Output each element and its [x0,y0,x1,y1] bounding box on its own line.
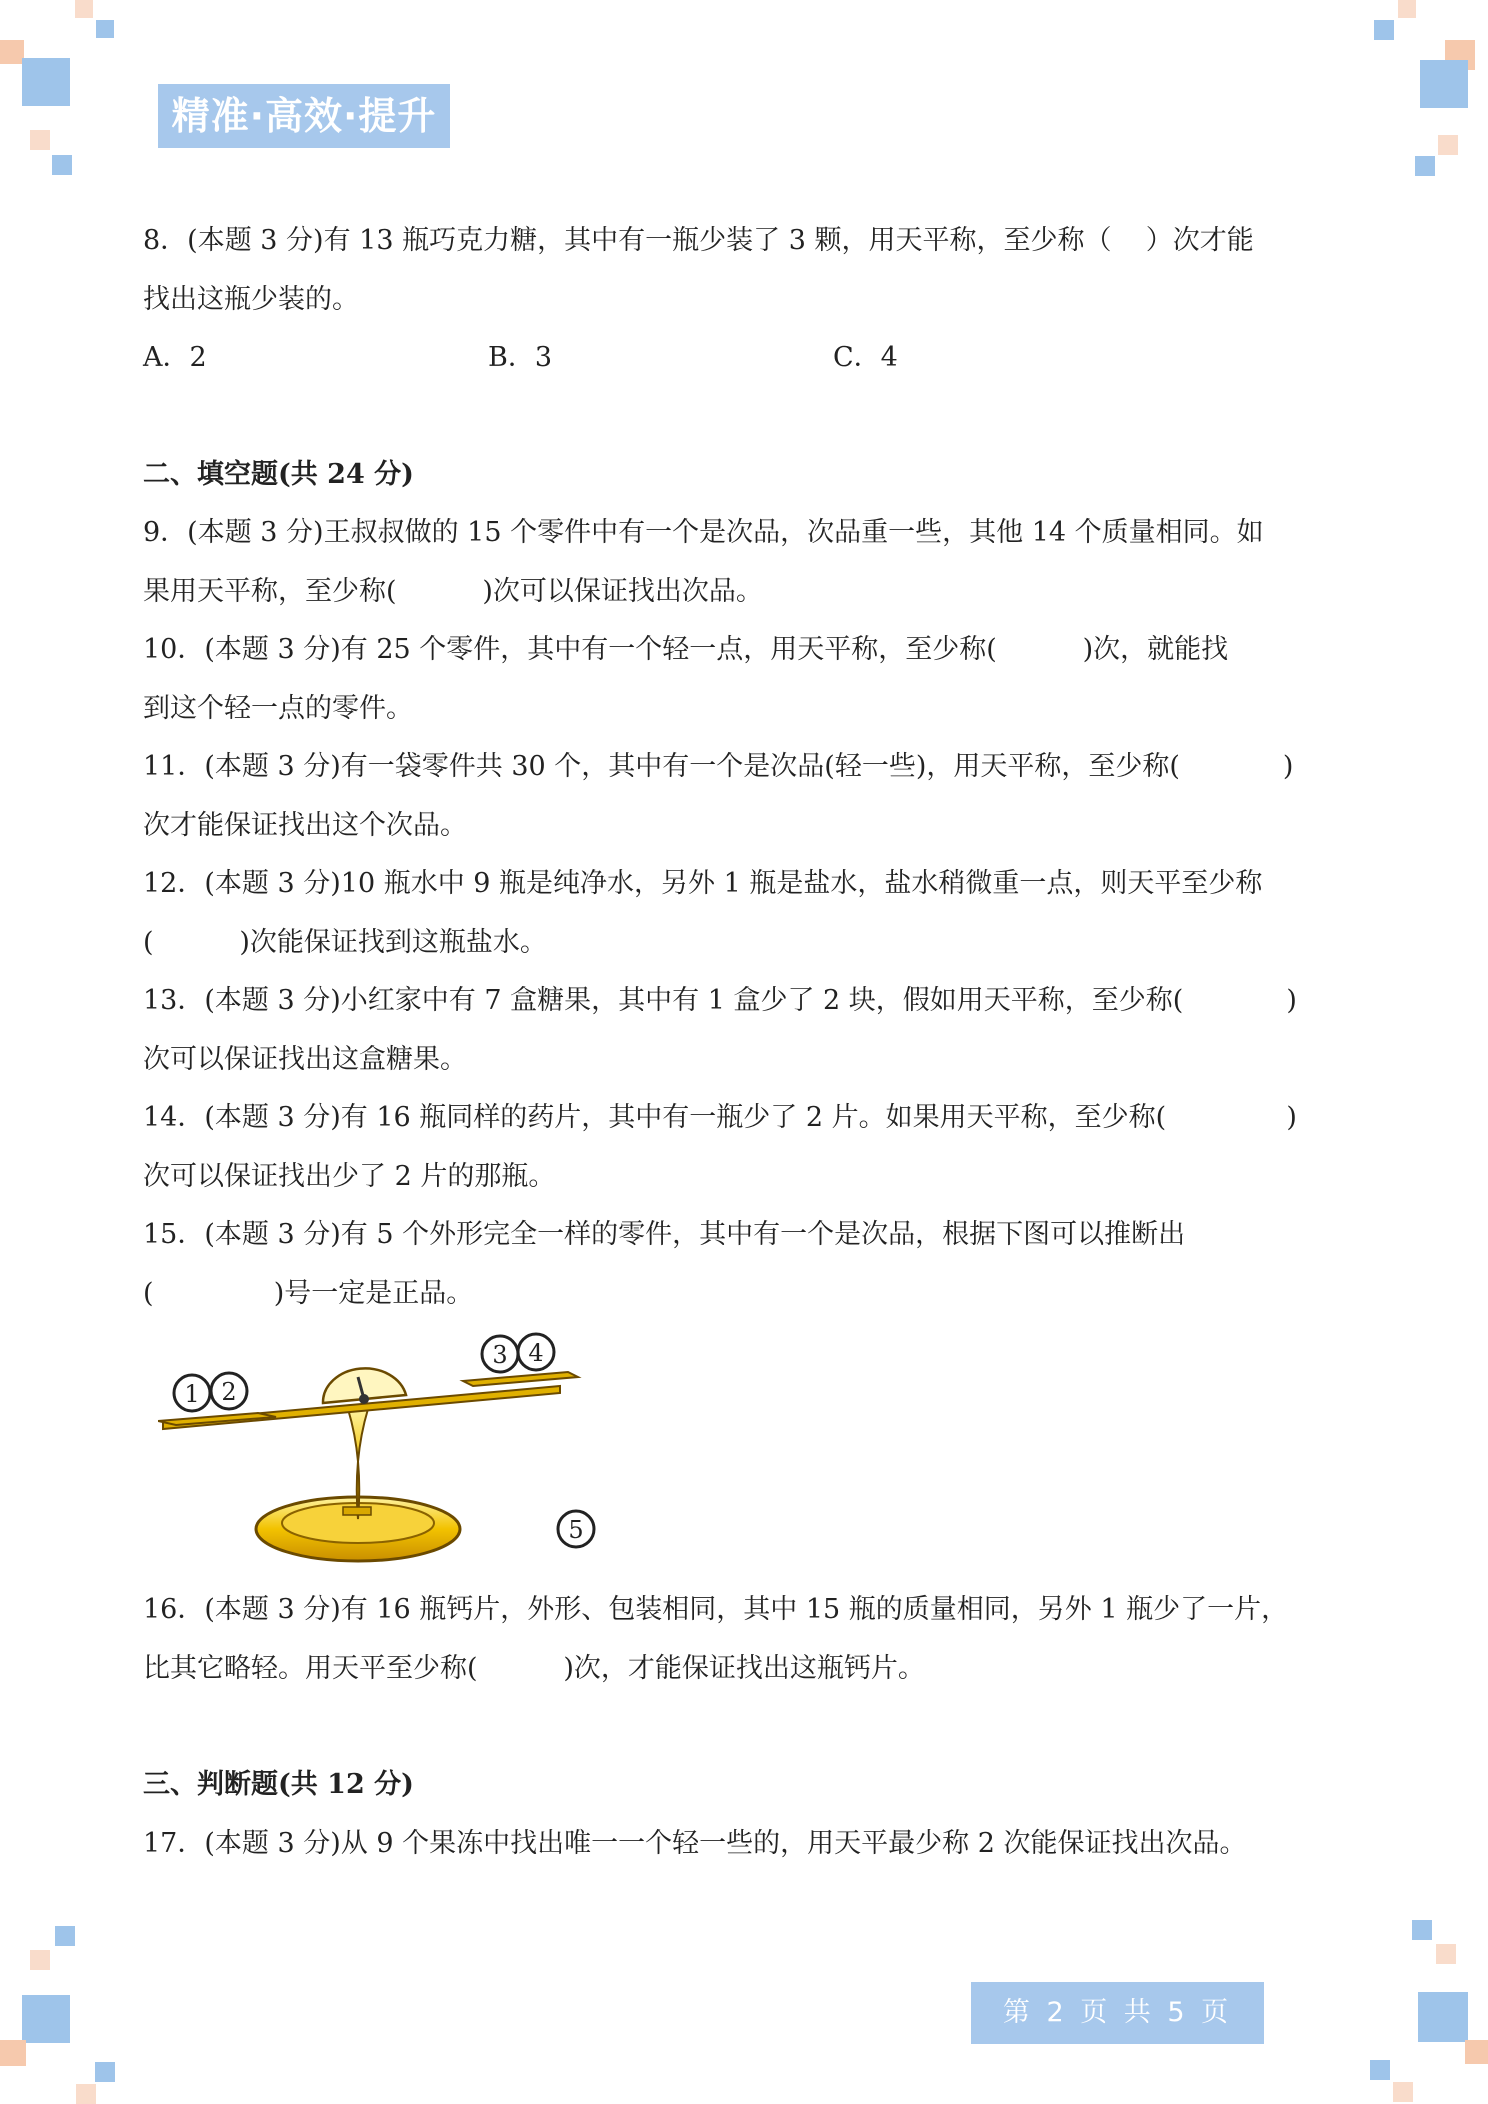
brand-banner: 精准·高效·提升 [158,84,450,148]
section-heading-fill-blank: 二、填空题(共 24 分) [143,458,414,490]
question-text: 12．(本题 3 分)10 瓶水中 9 瓶是纯净水，另外 1 瓶是盐水，盐水稍微重一点，则天平至少称 [143,868,1263,899]
question-text: 8．(本题 3 分)有 13 瓶巧克力糖，其中有一瓶少装了 3 颗，用天平称，至少称（ ）次才能 [143,225,1254,256]
question-text: 13．(本题 3 分)小红家中有 7 盒糖果，其中有 1 盒少了 2 块，假如用天平称，至少称( ) [143,985,1297,1016]
svg-text:4: 4 [528,1339,544,1367]
question-text: 到这个轻一点的零件。 [143,692,413,724]
question-text: 果用天平称，至少称( )次可以保证找出次品。 [143,575,763,607]
section-heading-true-false: 三、判断题(共 12 分) [143,1769,414,1800]
answer-options [143,329,1353,388]
question-text: 次可以保证找出这盒糖果。 [143,1043,467,1075]
question-text: 比其它略轻。用天平至少称( )次，才能保证找出这瓶钙片。 [143,1652,925,1684]
question-text: 15．(本题 3 分)有 5 个外形完全一样的零件，其中有一个是次品，根据下图可以推断出 [143,1219,1186,1250]
part-ball-3 [482,1336,518,1372]
question-10 [143,621,1353,738]
balance-scale-illustration [158,1329,628,1569]
question-15 [143,1206,1353,1569]
question-9 [143,504,1353,621]
question-text: 17．(本题 3 分)从 9 个果冻中找出唯一一个轻一些的，用天平最少称 2 次能保证找出次品。 [143,1827,1247,1859]
question-text: 16．(本题 3 分)有 16 瓶钙片，外形、包装相同，其中 15 瓶的质量相同，另外 1 瓶少了一片， [143,1594,1289,1625]
question-text: 次才能保证找出这个次品。 [143,809,467,841]
option-a: A．2 [143,342,207,373]
question-11 [143,738,1353,855]
question-17 [143,1815,1353,1874]
part-ball-2 [211,1373,247,1409]
option-c: C．4 [833,342,898,373]
question-text: 10．(本题 3 分)有 25 个零件，其中有一个轻一点，用天平称，至少称( )次，就能找 [143,634,1229,665]
option-b: B．3 [488,342,553,373]
question-text: ( )次能保证找到这瓶盐水。 [143,926,547,958]
part-ball-1 [174,1375,210,1411]
question-text: ( )号一定是正品。 [143,1277,474,1309]
svg-text:2: 2 [221,1378,237,1406]
worksheet-content [143,212,1353,1873]
question-text: 找出这瓶少装的。 [143,283,359,315]
question-text: 9．(本题 3 分)王叔叔做的 15 个零件中有一个是次品，次品重一些，其他 14 个质量相同。如 [143,517,1264,548]
question-12 [143,855,1353,972]
question-text: 次可以保证找出少了 2 片的那瓶。 [143,1160,556,1192]
page-number-badge: 第 2 页 共 5 页 [971,1982,1264,2044]
question-8 [143,212,1353,388]
part-ball-5 [558,1511,594,1547]
question-13 [143,972,1353,1089]
svg-text:1: 1 [184,1380,200,1408]
question-14 [143,1089,1353,1206]
question-text: 11．(本题 3 分)有一袋零件共 30 个，其中有一个是次品(轻一些)，用天平称，至少称( ) [143,751,1294,782]
balance-scale-figure [158,1329,628,1569]
svg-text:5: 5 [568,1516,584,1544]
part-ball-4 [518,1334,554,1370]
question-16 [143,1581,1353,1698]
svg-text:3: 3 [492,1341,508,1369]
question-text: 14．(本题 3 分)有 16 瓶同样的药片，其中有一瓶少了 2 片。如果用天平称，至少称( ) [143,1102,1297,1133]
